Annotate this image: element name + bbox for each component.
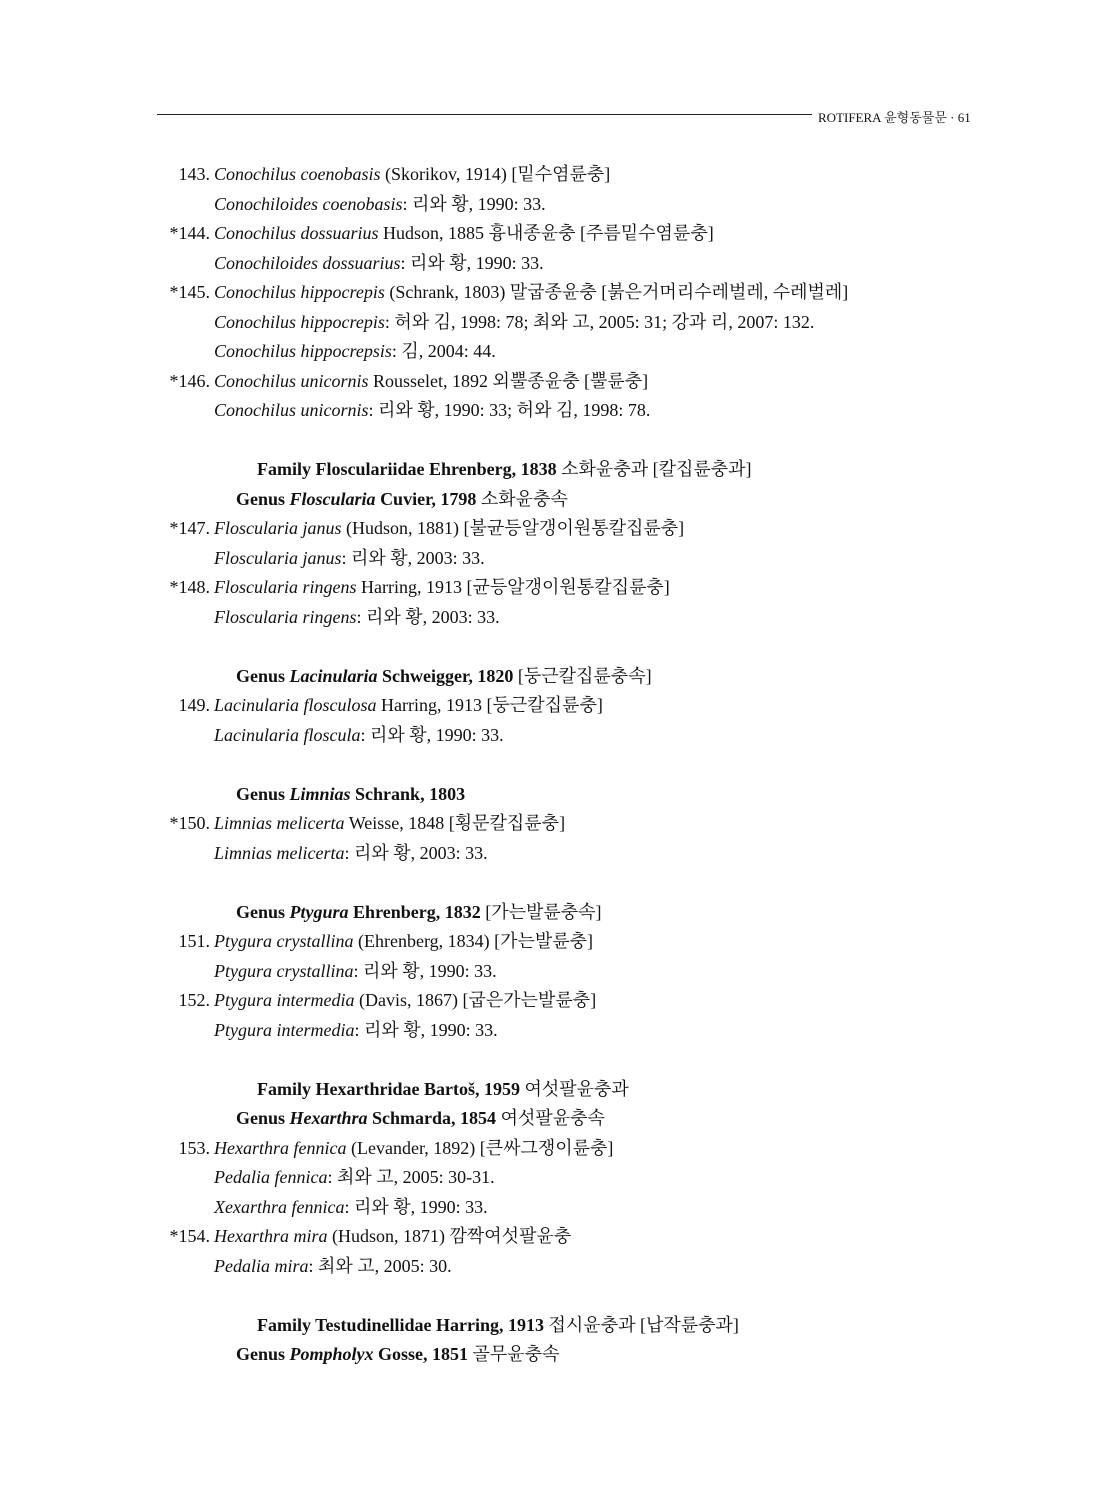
synonym-name: Pedalia mira	[214, 1255, 309, 1276]
synonym-ref: : 리와 황, 1990: 33; 허와 김, 1998: 78.	[368, 400, 651, 420]
synonym-line	[0, 1016, 1100, 1046]
genus-heading	[0, 1340, 1100, 1370]
author: (Skorikov, 1914)	[385, 164, 507, 184]
synonym-line	[0, 249, 1100, 279]
genus-title: Limnias	[289, 783, 351, 804]
entry-number: 149.	[178, 695, 210, 715]
species-name: dossuarius	[300, 223, 379, 243]
family-heading	[0, 455, 1100, 485]
list-item	[0, 219, 1100, 249]
family-korean: 여섯팔윤충과	[524, 1078, 629, 1099]
author: (Hudson, 1871)	[332, 1226, 446, 1246]
korean-name: [둥근칼집륜충]	[486, 695, 603, 715]
genus-name: Floscularia	[214, 518, 298, 538]
entry-number: *146.	[169, 370, 210, 391]
entry-number: 152.	[178, 990, 210, 1010]
species-name: crystallina	[276, 931, 354, 951]
entry-number: 153.	[178, 1137, 210, 1158]
species-name: hippocrepis	[300, 282, 385, 302]
species-list	[0, 160, 1100, 1370]
synonym-ref: : 리와 황, 2003: 33.	[344, 842, 488, 863]
genus-name: Hexarthra	[214, 1137, 289, 1158]
synonym-name: Xexarthra fennica	[214, 1196, 345, 1217]
entry-number: *144.	[169, 223, 210, 243]
entry-number: *154.	[169, 1226, 210, 1246]
species-name: coenobasis	[300, 164, 381, 184]
genus-heading	[0, 1104, 1100, 1134]
synonym-name: Limnias melicerta	[214, 842, 345, 863]
synonym-name: Ptygura crystallina	[214, 960, 354, 981]
synonym-ref: : 리와 황, 1990: 33.	[344, 1196, 488, 1217]
korean-name: [가는발륜충]	[494, 931, 594, 951]
author: (Levander, 1892)	[350, 1137, 476, 1158]
list-item	[0, 691, 1100, 721]
species-name: fennica	[293, 1137, 347, 1158]
genus-korean: [가는발륜충속]	[485, 901, 602, 922]
synonym-ref: : 최와 고, 2005: 30.	[308, 1255, 452, 1276]
synonym-name: Conochiloides coenobasis	[214, 193, 403, 214]
family-label: Family Flosculariidae Ehrenberg, 1838	[257, 459, 557, 479]
family-label: Family Testudinellidae Harring, 1913	[257, 1314, 545, 1335]
genus-author: Cuvier, 1798	[380, 488, 477, 509]
synonym-name: Pedalia fennica	[214, 1167, 328, 1187]
genus-name: Conochilus	[214, 282, 297, 302]
synonym-ref: : 김, 2004: 44.	[391, 341, 496, 361]
synonym-line	[0, 957, 1100, 987]
genus-title: Pompholyx	[289, 1344, 374, 1364]
synonym-name: Conochilus hippocrepis	[214, 311, 385, 332]
synonym-name: Ptygura intermedia	[214, 1019, 355, 1040]
genus-title: Floscularia	[289, 488, 376, 509]
list-item	[0, 927, 1100, 957]
genus-title: Hexarthra	[289, 1108, 368, 1128]
genus-korean: 소화윤충속	[480, 488, 568, 509]
synonym-ref: : 리와 황, 1990: 33.	[400, 252, 544, 273]
synonym-ref: : 리와 황, 1990: 33.	[353, 960, 497, 981]
synonym-line	[0, 1193, 1100, 1223]
synonym-ref: : 리와 황, 2003: 33.	[341, 547, 485, 568]
list-item	[0, 367, 1100, 397]
genus-korean: 골무윤충속	[472, 1344, 560, 1364]
korean-name: [밑수염륜충]	[511, 164, 611, 184]
genus-name: Conochilus	[214, 164, 297, 184]
family-heading	[0, 1075, 1100, 1105]
author: Weisse, 1848	[348, 813, 445, 833]
genus-name: Ptygura	[214, 931, 272, 951]
list-item	[0, 514, 1100, 544]
species-name: janus	[302, 518, 342, 538]
family-heading	[0, 1311, 1100, 1341]
genus-word: Genus	[236, 783, 286, 804]
entry-number: 151.	[178, 931, 210, 951]
entry-number: *147.	[169, 518, 210, 538]
genus-heading	[0, 662, 1100, 692]
genus-heading	[0, 780, 1100, 810]
species-name: unicornis	[300, 370, 369, 391]
author: Harring, 1913	[381, 695, 483, 715]
family-korean: 소화윤충과 [칼집륜충과]	[561, 459, 752, 479]
author: Rousselet, 1892	[373, 370, 489, 391]
synonym-name: Conochilus hippocrepsis	[214, 341, 392, 361]
synonym-ref: : 최와 고, 2005: 30-31.	[327, 1167, 495, 1187]
synonym-line	[0, 603, 1100, 633]
genus-heading	[0, 485, 1100, 515]
author: (Davis, 1867)	[359, 990, 458, 1010]
synonym-name: Conochilus unicornis	[214, 400, 369, 420]
korean-name: 깜짝여섯팔윤충	[449, 1226, 572, 1246]
synonym-line	[0, 721, 1100, 751]
synonym-ref: : 리와 황, 1990: 33.	[354, 1019, 498, 1040]
genus-author: Schrank, 1803	[355, 783, 466, 804]
list-item	[0, 573, 1100, 603]
synonym-line	[0, 839, 1100, 869]
genus-korean: 여섯팔윤충속	[500, 1108, 605, 1128]
synonym-ref: : 리와 황, 1990: 33.	[402, 193, 546, 214]
species-name: ringens	[302, 577, 357, 597]
korean-name: [횡문칼집륜충]	[448, 813, 566, 833]
author: Hudson, 1885	[383, 223, 485, 243]
genus-name: Limnias	[214, 813, 273, 833]
genus-title: Ptygura	[289, 901, 349, 922]
genus-name: Conochilus	[214, 223, 297, 243]
author: (Ehrenberg, 1834)	[358, 931, 490, 951]
synonym-line	[0, 544, 1100, 574]
genus-name: Conochilus	[214, 370, 297, 391]
genus-word: Genus	[236, 665, 286, 686]
korean-name: 말굽종윤충 [붉은거머리수레벌레, 수레벌레]	[509, 282, 849, 302]
author: Harring, 1913	[361, 577, 462, 597]
list-item	[0, 986, 1100, 1016]
synonym-ref: : 허와 김, 1998: 78; 최와 고, 2005: 31; 강과 리, 2007: 132.	[384, 311, 815, 332]
entry-number: *150.	[169, 813, 210, 833]
synonym-line	[0, 337, 1100, 367]
family-korean: 접시윤충과 [납작륜충과]	[548, 1314, 739, 1335]
genus-author: Ehrenberg, 1832	[353, 901, 481, 922]
korean-name: [큰싸그쟁이륜충]	[479, 1137, 614, 1158]
species-name: intermedia	[276, 990, 355, 1010]
korean-name: 흉내종윤충 [주름밑수염륜충]	[488, 223, 714, 243]
species-name: mira	[293, 1226, 328, 1246]
species-name: melicerta	[276, 813, 345, 833]
korean-name: [굽은가는발륜충]	[462, 990, 597, 1010]
synonym-name: Floscularia ringens	[214, 606, 357, 627]
entry-number: *145.	[169, 282, 210, 302]
genus-word: Genus	[236, 1108, 286, 1128]
list-item	[0, 160, 1100, 190]
synonym-name: Lacinularia floscula	[214, 724, 361, 745]
list-item	[0, 1134, 1100, 1164]
list-item	[0, 809, 1100, 839]
korean-name: [균등알갱이원통칼집륜충]	[466, 577, 670, 597]
genus-name: Floscularia	[214, 577, 298, 597]
genus-word: Genus	[236, 901, 286, 922]
genus-korean: [둥근칼집륜충속]	[517, 665, 652, 686]
genus-heading	[0, 898, 1100, 928]
author: (Schrank, 1803)	[389, 282, 506, 302]
genus-author: Schweigger, 1820	[382, 665, 514, 686]
running-header: ROTIFERA 윤형동물문 · 61	[818, 110, 971, 125]
synonym-name: Floscularia janus	[214, 547, 342, 568]
family-label: Family Hexarthridae Bartoš, 1959	[257, 1078, 520, 1099]
genus-title: Lacinularia	[289, 665, 378, 686]
author: (Hudson, 1881)	[346, 518, 460, 538]
genus-word: Genus	[236, 488, 286, 509]
synonym-name: Conochiloides dossuarius	[214, 252, 401, 273]
synonym-line	[0, 308, 1100, 338]
species-name: flosculosa	[303, 695, 377, 715]
synonym-ref: : 리와 황, 2003: 33.	[356, 606, 500, 627]
entry-number: *148.	[169, 577, 210, 597]
list-item	[0, 278, 1100, 308]
genus-word: Genus	[236, 1344, 286, 1364]
synonym-line	[0, 396, 1100, 426]
header-rule	[157, 114, 812, 115]
synonym-ref: : 리와 황, 1990: 33.	[360, 724, 504, 745]
genus-name: Lacinularia	[214, 695, 300, 715]
list-item	[0, 1222, 1100, 1252]
synonym-line	[0, 1252, 1100, 1282]
genus-name: Hexarthra	[214, 1226, 289, 1246]
korean-name: 외뿔종윤충 [뿔륜충]	[492, 370, 649, 391]
synonym-line	[0, 190, 1100, 220]
genus-author: Schmarda, 1854	[372, 1108, 497, 1128]
korean-name: [불균등알갱이원통칼집륜충]	[463, 518, 685, 538]
entry-number: 143.	[178, 164, 210, 184]
genus-author: Gosse, 1851	[378, 1344, 469, 1364]
synonym-line	[0, 1163, 1100, 1193]
genus-name: Ptygura	[214, 990, 272, 1010]
